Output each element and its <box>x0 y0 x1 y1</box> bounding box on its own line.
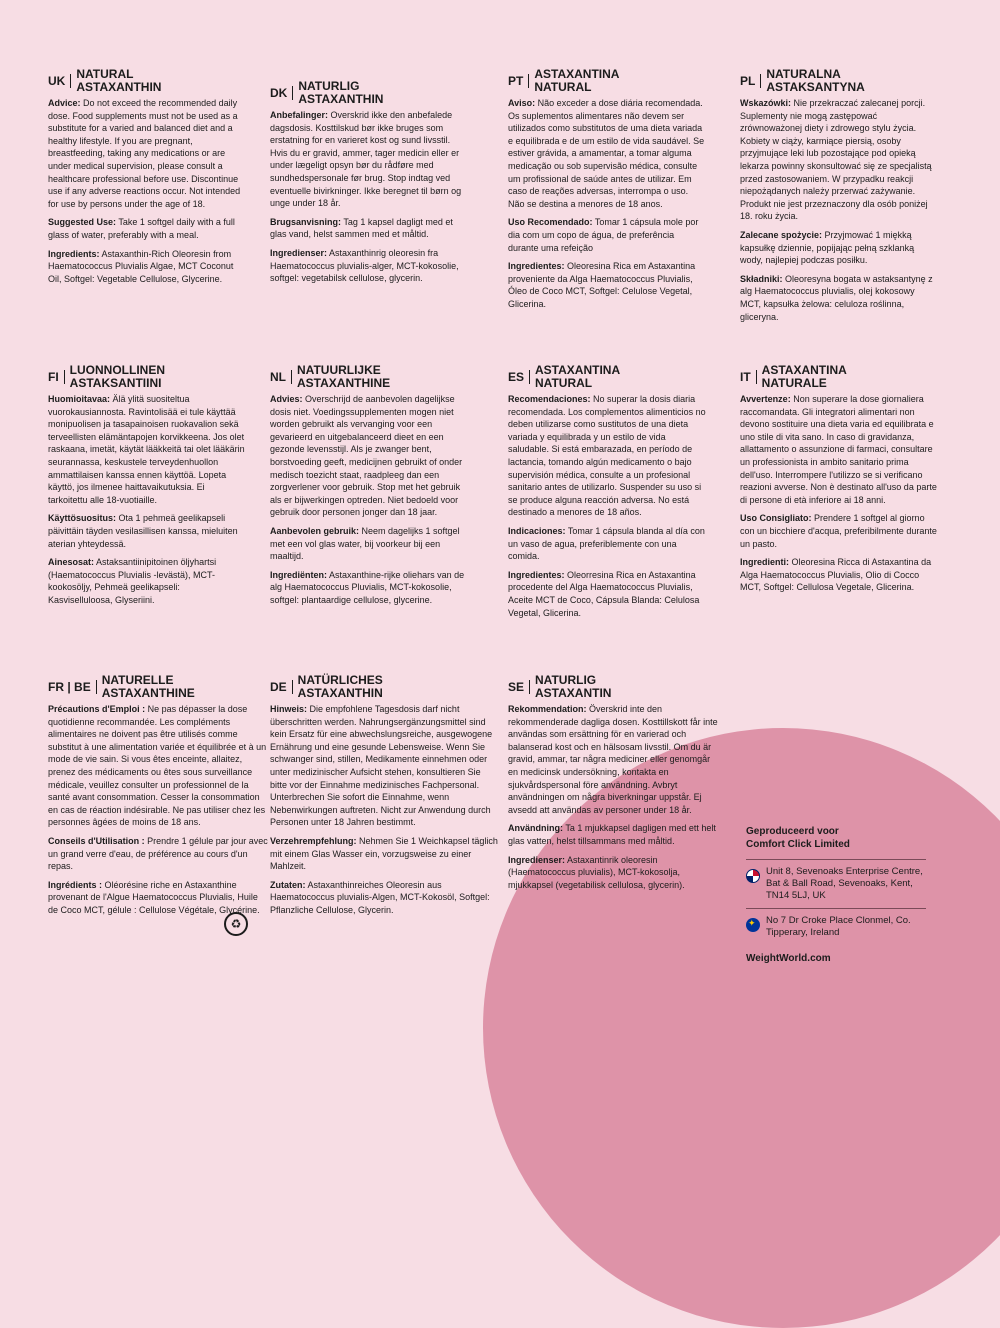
paragraph-text: Tomar 1 cápsula blanda al día con un vaso de agua, preferiblemente con una comida. <box>508 525 705 562</box>
paragraph-label: Anbefalinger: <box>270 110 329 120</box>
address-uk-text: Unit 8, Sevenoaks Enterprise Centre, Bat & Ball Road, Sevenoaks, Kent, TN14 5LJ, UK <box>766 866 923 901</box>
paragraph-text: Oleoresina Ricca di Astaxantina da Alga Haematococcus Pluvialis, Olio di Cocco MCT, Softgel: Cellulosa Vegetale, Glicerina. <box>740 557 932 593</box>
country-code: FR | BE <box>48 680 97 694</box>
paragraph-label: Wskazówki: <box>740 98 792 108</box>
paragraph-label: Ingredienser: <box>508 854 566 865</box>
label-paragraph <box>508 854 720 892</box>
label-paragraph <box>508 393 706 519</box>
paragraph-label: Advice: <box>48 98 81 108</box>
label-block <box>270 364 468 613</box>
paragraph-text: Take 1 softgel daily with a full glass of water, preferably with a meal. <box>48 217 235 240</box>
block-heading <box>508 674 720 700</box>
paragraph-label: Składniki: <box>740 273 783 284</box>
paragraph-text: Overskrid ikke den anbefalede dagsdosis. Kosttilskud bør ikke bruges som erstatning for en varieret kost og sund livsstil. Hvis du er gravid, ammer, tager medicin eller er under lægeligt opsyn bør du rådføre med sundhedspersonale før brug. Stop indtag ved eventuelle bivirkninger. Ikke beregnet til børn og unge under 18 år. <box>270 110 462 209</box>
product-title: ASTAXANTINA NATURAL <box>535 363 621 390</box>
label-paragraph <box>270 525 468 563</box>
paragraph-label: Verzehrempfehlung: <box>270 835 357 846</box>
label-paragraph <box>740 393 938 506</box>
paragraph-text: Neem dagelijks 1 softgel met een vol glas water, bij voorkeur bij een maaltijd. <box>270 525 460 562</box>
country-code: DK <box>270 86 293 100</box>
label-paragraph <box>270 393 468 519</box>
address-ie <box>746 908 926 945</box>
paragraph-text: Astaksantiinipitoinen öljyhartsi (Haematococcus Pluvialis -levästä), MCT-kookosöljy, Pehmeä geelikapseli: Kasviselluloosa, Glyseriini. <box>48 557 217 605</box>
label-paragraph <box>508 569 706 619</box>
paragraph-text: Astaxanthine-rijke oliehars van de alg Haematococcus Pluvialis, MCT-kokosolie, softgel: plantaardige cellulose, glycerine. <box>270 569 465 605</box>
label-paragraph <box>270 109 468 210</box>
country-code: PL <box>740 74 761 88</box>
paragraph-text: Ta 1 mjukkapsel dagligen med ett helt glas vatten, helst tillsammans med måltid. <box>508 823 716 846</box>
paragraph-text: Astaxanthinreiches Oleoresin aus Haematococcus pluvialis-Algen, MCT-Kokosöl, Softgel: Pflanzliche Cellulose, Glycerin. <box>270 879 490 915</box>
label-block <box>270 80 468 291</box>
block-heading <box>508 68 706 94</box>
paragraph-label: Suggested Use: <box>48 217 117 228</box>
block-heading <box>740 364 938 390</box>
paragraph-label: Ingredienser: <box>270 247 328 258</box>
label-paragraph <box>270 216 468 241</box>
paragraph-label: Précautions d'Emploi : <box>48 704 146 714</box>
label-paragraph <box>740 229 938 267</box>
product-title: NATURALNA ASTAKSANTYNA <box>766 67 865 94</box>
block-heading <box>48 68 246 94</box>
paragraph-label: Ingredienti: <box>740 557 789 568</box>
address-ie-text: No 7 Dr Croke Place Clonmel, Co. Tipperary, Ireland <box>766 915 911 938</box>
paragraph-label: Huomioitavaa: <box>48 394 111 404</box>
label-paragraph <box>48 248 246 286</box>
paragraph-label: Aviso: <box>508 98 536 108</box>
label-paragraph <box>48 97 246 210</box>
product-title: LUONNOLLINEN ASTAKSANTIINI <box>69 363 165 390</box>
label-paragraph <box>508 525 706 563</box>
block-heading <box>48 364 246 390</box>
product-title: NATUURLIJKE ASTAXANTHINE <box>297 363 391 390</box>
paragraph-label: Zalecane spożycie: <box>740 229 823 240</box>
manufacturer-info <box>746 825 926 964</box>
manufacturer-title: Geproduceerd voor Comfort Click Limited <box>746 826 850 850</box>
paragraph-label: Zutaten: <box>270 879 306 890</box>
label-paragraph <box>508 97 706 210</box>
paragraph-label: Ingredientes: <box>508 261 565 272</box>
paragraph-text: Ne pas dépasser la dose quotidienne recommandée. Les compléments alimentaires ne doivent pas être utilisés comme substitut à une alimentation variée et équilibrée et à un mode de vie sain. Si vous êtes enceinte, allaitez, prenez des médicaments ou êtes sous surveillance médicale, veuillez consulter un professionnel de la santé avant consommation. Cesser la consommation en cas de réaction indésirable. Ne pas utiliser chez les personnes âgées de moins de 18 ans. <box>48 704 267 828</box>
paragraph-text: Astaxanthin-Rich Oleoresin from Haematococcus Pluvialis Algae, MCT Coconut Oil, Softgel: Vegetable Cellulose, Glycerine. <box>48 248 234 284</box>
label-paragraph <box>48 216 246 241</box>
recycling-icon: ♻ <box>224 912 248 936</box>
website-text: WeightWorld.com <box>746 953 831 964</box>
label-block <box>48 364 246 613</box>
country-code: PT <box>508 74 529 88</box>
label-block <box>740 364 938 600</box>
country-code: ES <box>508 370 530 384</box>
product-title: NATURLIG ASTAXANTIN <box>535 673 612 700</box>
product-title: NATÜRLICHES ASTAXANTHIN <box>297 673 383 700</box>
label-paragraph <box>270 879 500 917</box>
product-title: NATURAL ASTAXANTHIN <box>76 67 162 94</box>
label-block <box>508 364 706 625</box>
paragraph-text: Astaxanthinrig oleoresin fra Haematococcus pluvialis-alger, MCT-kokosolie, softgel: vegetabilsk cellulose, glycerin. <box>270 247 459 284</box>
paragraph-text: Oleoresyna bogata w astaksantynę z alg Haematococcus pluvialis, olej kokosowy MCT, kapsułka żelowa: celuloza roślinna, gliceryna. <box>740 273 933 322</box>
country-code: FI <box>48 370 65 384</box>
label-paragraph <box>508 216 706 254</box>
product-title: ASTAXANTINA NATURAL <box>534 67 620 94</box>
label-block <box>48 68 246 291</box>
eu-flag-icon <box>746 918 760 932</box>
label-paragraph <box>48 512 246 550</box>
block-heading <box>270 80 468 106</box>
paragraph-label: Uso Consigliato: <box>740 513 812 524</box>
block-heading <box>508 364 706 390</box>
paragraph-label: Rekommendation: <box>508 704 587 714</box>
uk-flag-icon <box>746 869 760 883</box>
address-uk <box>746 859 926 908</box>
product-title: NATURLIG ASTAXANTHIN <box>298 79 384 106</box>
paragraph-text: No superar la dosis diaria recomendada. Los complementos alimenticios no deben utilizarse como sustitutos de una dieta variada y equilibrada y un estilo de vida saludable. Si está embarazada, en período de lactancia, tomando algún medicamento o bajo supervisión médica, consulte a un profesional sanitario antes de utilizarlo. Suspender su uso si se produce alguna reacción adversa. No está destinado a menores de 18 años. <box>508 394 706 518</box>
paragraph-text: Ota 1 pehmeä geelikapseli päivittäin täyden vesilasillisen kanssa, mieluiten aterian yhteydessä. <box>48 513 238 549</box>
label-paragraph <box>270 703 500 829</box>
country-code: NL <box>270 370 292 384</box>
paragraph-text: Prendre 1 gélule par jour avec un grand verre d'eau, de préférence au cours d'un repas. <box>48 835 268 872</box>
paragraph-label: Avvertenze: <box>740 394 791 404</box>
label-block <box>270 674 500 923</box>
paragraph-label: Ainesosat: <box>48 557 95 568</box>
paragraph-label: Brugsanvisning: <box>270 216 342 227</box>
label-block <box>508 674 720 897</box>
label-block <box>740 68 938 329</box>
label-block <box>508 68 706 317</box>
paragraph-text: Älä ylitä suositeltua vuorokausiannosta. Ravintolisää ei tule käyttää monipuolisen ja tasapainoisen ruokavalion sekä terveellisten elämäntapojen korvikkeena. Jos olet raskaana, imetät, käytät lääkkeitä tai olet lääkärin seurannassa, keskustele terveydenhuollon ammattilaisen kanssa ennen käyttöä. Lopeta käyttö, jos ilmenee haittavaikutuksia. Ei tarkoitettu alle 18-vuotiaille. <box>48 394 245 505</box>
label-paragraph <box>740 273 938 323</box>
label-paragraph <box>48 835 268 873</box>
country-code: SE <box>508 680 530 694</box>
label-paragraph <box>270 569 468 607</box>
label-paragraph <box>48 879 268 917</box>
paragraph-label: Recomendaciones: <box>508 394 591 404</box>
paragraph-text: Prendere 1 softgel al giorno con un bicchiere d'acqua, preferibilmente durante un pasto. <box>740 513 937 549</box>
label-paragraph <box>48 703 268 829</box>
label-paragraph <box>48 393 246 506</box>
paragraph-label: Ingredients: <box>48 248 100 259</box>
paragraph-label: Conseils d'Utilisation : <box>48 835 145 846</box>
paragraph-label: Käyttösuositus: <box>48 513 117 524</box>
paragraph-label: Ingrédients : <box>48 879 103 890</box>
paragraph-text: Astaxantinrik oleoresin (Haematococcus pluvialis), MCT-kokosolja, mjukkapsel (vegetabilisk cellulosa, glycerin). <box>508 854 685 890</box>
paragraph-label: Uso Recomendado: <box>508 217 593 228</box>
label-block <box>48 674 268 923</box>
paragraph-text: Oleorresina Rica en Astaxantina procedente del Alga Haematococcus Pluvialis, Aceite MCT de Coco, Cápsula Blanda: Celulosa Vegetal, Glicerina. <box>508 569 700 618</box>
block-heading <box>48 674 268 700</box>
paragraph-text: Non superare la dose giornaliera raccomandata. Gli integratori alimentari non devono sostituire una dieta varia ed equilibrata e uno stile di vita sano. In caso di gravidanza, allattamento o assunzione di farmaci, consultare un professionista in ambito sanitario prima dell'uso. Interrompere l'utilizzo se si verificano reazioni avverse. Non è destinato all'uso da parte di persone di età inferiore ai 18 anni. <box>740 394 937 505</box>
paragraph-text: Nie przekraczać zalecanej porcji. Suplementy nie mogą zastępować zrównoważonej diety i zdrowego stylu życia. Kobiety w ciąży, karmiące piersią, osoby przyjmujące leki lub pozostające pod opieką lekarza powinny skonsultować się ze specjalistą przed zastosowaniem. W przypadku reakcji niepożądanych należy przerwać zażywanie. Produkt nie jest przeznaczony dla osób poniżej 18. roku życia. <box>740 98 932 222</box>
paragraph-text: Oleoresina Rica em Astaxantina proveniente da Alga Haematococcus Pluvialis, Óleo de Coco MCT, Softgel: Celulose Vegetal, Glicerina. <box>508 261 696 309</box>
paragraph-text: Não exceder a dose diária recomendada. Os suplementos alimentares não devem ser utilizados como substitutos de uma dieta variada e equilibrada e de um estilo de vida saudável. Se estiver grávida, a amamentar, a tomar alguma medicação ou sob supervisão médica, consulte um profissional de saúde antes de utilizar. Em caso de reações adversas, interrompa o uso. Não se destina a menores de 18 anos. <box>508 98 705 209</box>
country-code: UK <box>48 74 71 88</box>
label-paragraph <box>740 97 938 223</box>
paragraph-label: Aanbevolen gebruik: <box>270 525 360 536</box>
label-paragraph <box>48 556 246 606</box>
paragraph-text: Do not exceed the recommended daily dose. Food supplements must not be used as a substitute for a varied and balanced diet and a healthy lifestyle. If you are pregnant, breastfeeding, taking any medications or are under medical supervision, please consult a healthcare professional before use. Discontinue use if any adverse reactions occur. Not intended for use by persons under the age of 18. <box>48 98 241 209</box>
paragraph-label: Advies: <box>270 394 303 404</box>
paragraph-text: Przyjmować 1 miękką kapsułkę dziennie, popijając pełną szklanką wody, najlepiej podczas posiłku. <box>740 229 915 266</box>
label-paragraph <box>508 703 720 816</box>
paragraph-label: Användning: <box>508 823 563 834</box>
label-paragraph <box>740 512 938 550</box>
block-heading <box>270 674 500 700</box>
block-heading <box>740 68 938 94</box>
paragraph-text: Nehmen Sie 1 Weichkapsel täglich mit einem Glas Wasser ein, vorzugsweise zu einer Mahlzeit. <box>270 835 498 872</box>
paragraph-label: Hinweis: <box>270 704 308 714</box>
paragraph-text: Tomar 1 cápsula mole por dia com um copo de água, de preferência durante uma refeição <box>508 217 699 253</box>
block-heading <box>270 364 468 390</box>
product-title: NATURELLE ASTAXANTHINE <box>101 673 195 700</box>
paragraph-text: Oléorésine riche en Astaxanthine provenant de l'Algue Haematococcus Pluvialis, Huile de Coco MCT, gélule : Cellulose Végétale, Glycérine. <box>48 879 260 915</box>
paragraph-text: Die empfohlene Tagesdosis darf nicht überschritten werden. Nahrungsergänzungsmittel sind kein Ersatz für eine abwechslungsreiche, ausgewogene Ernährung und eine gesunde Lebensweise. Wenn Sie schwanger sind, stillen, Medikamente einnehmen oder unter medizinischer Aufsicht stehen, konsultieren Sie bitte vor der Einnahme medizinisches Fachpersonal. Unterbrechen Sie sofort die Einnahme, wenn Nebenwirkungen auftreten. Nicht zur Anwendung durch Personen unter 18 Jahren bestimmt. <box>270 704 493 828</box>
product-title: ASTAXANTINA NATURALE <box>761 363 847 390</box>
label-paragraph <box>270 835 500 873</box>
paragraph-text: Överskrid inte den rekommenderade dagliga dosen. Kosttillskott får inte användas som ersättning för en varierad och balanserad kost och en hälsosam livsstil. Om du är gravid, ammar, tar några mediciner eller genomgår en medicinsk undersökning, kontakta en sjukvårdspersonal före användning. Avbryt användningen om några biverkningar uppstår. Ej avsedd att användas av personer under 18 år. <box>508 704 718 815</box>
paragraph-text: Tag 1 kapsel dagligt med et glas vand, helst sammen med et måltid. <box>270 216 453 240</box>
paragraph-label: Indicaciones: <box>508 525 566 536</box>
label-paragraph <box>508 822 720 847</box>
paragraph-label: Ingrediënten: <box>270 569 328 580</box>
paragraph-text: Overschrijd de aanbevolen dagelijkse dosis niet. Voedingssupplementen mogen niet worden gebruikt als vervanging voor een gevarieerd en uitgebalanceerd dieet en een gezonde levensstijl. Als je zwanger bent, borstvoeding geeft, medicijnen gebruikt of onder medisch toezicht staat, raadpleeg dan een zorgverlener voor gebruik. Stop met het gebruik als er bijwerkingen optreden. Niet bedoeld voor gebruik door personen jonger dan 18 jaar. <box>270 394 463 518</box>
label-paragraph <box>740 556 938 594</box>
country-code: DE <box>270 680 293 694</box>
country-code: IT <box>740 370 757 384</box>
label-paragraph <box>270 247 468 285</box>
paragraph-label: Ingredientes: <box>508 569 565 580</box>
label-paragraph <box>508 260 706 310</box>
